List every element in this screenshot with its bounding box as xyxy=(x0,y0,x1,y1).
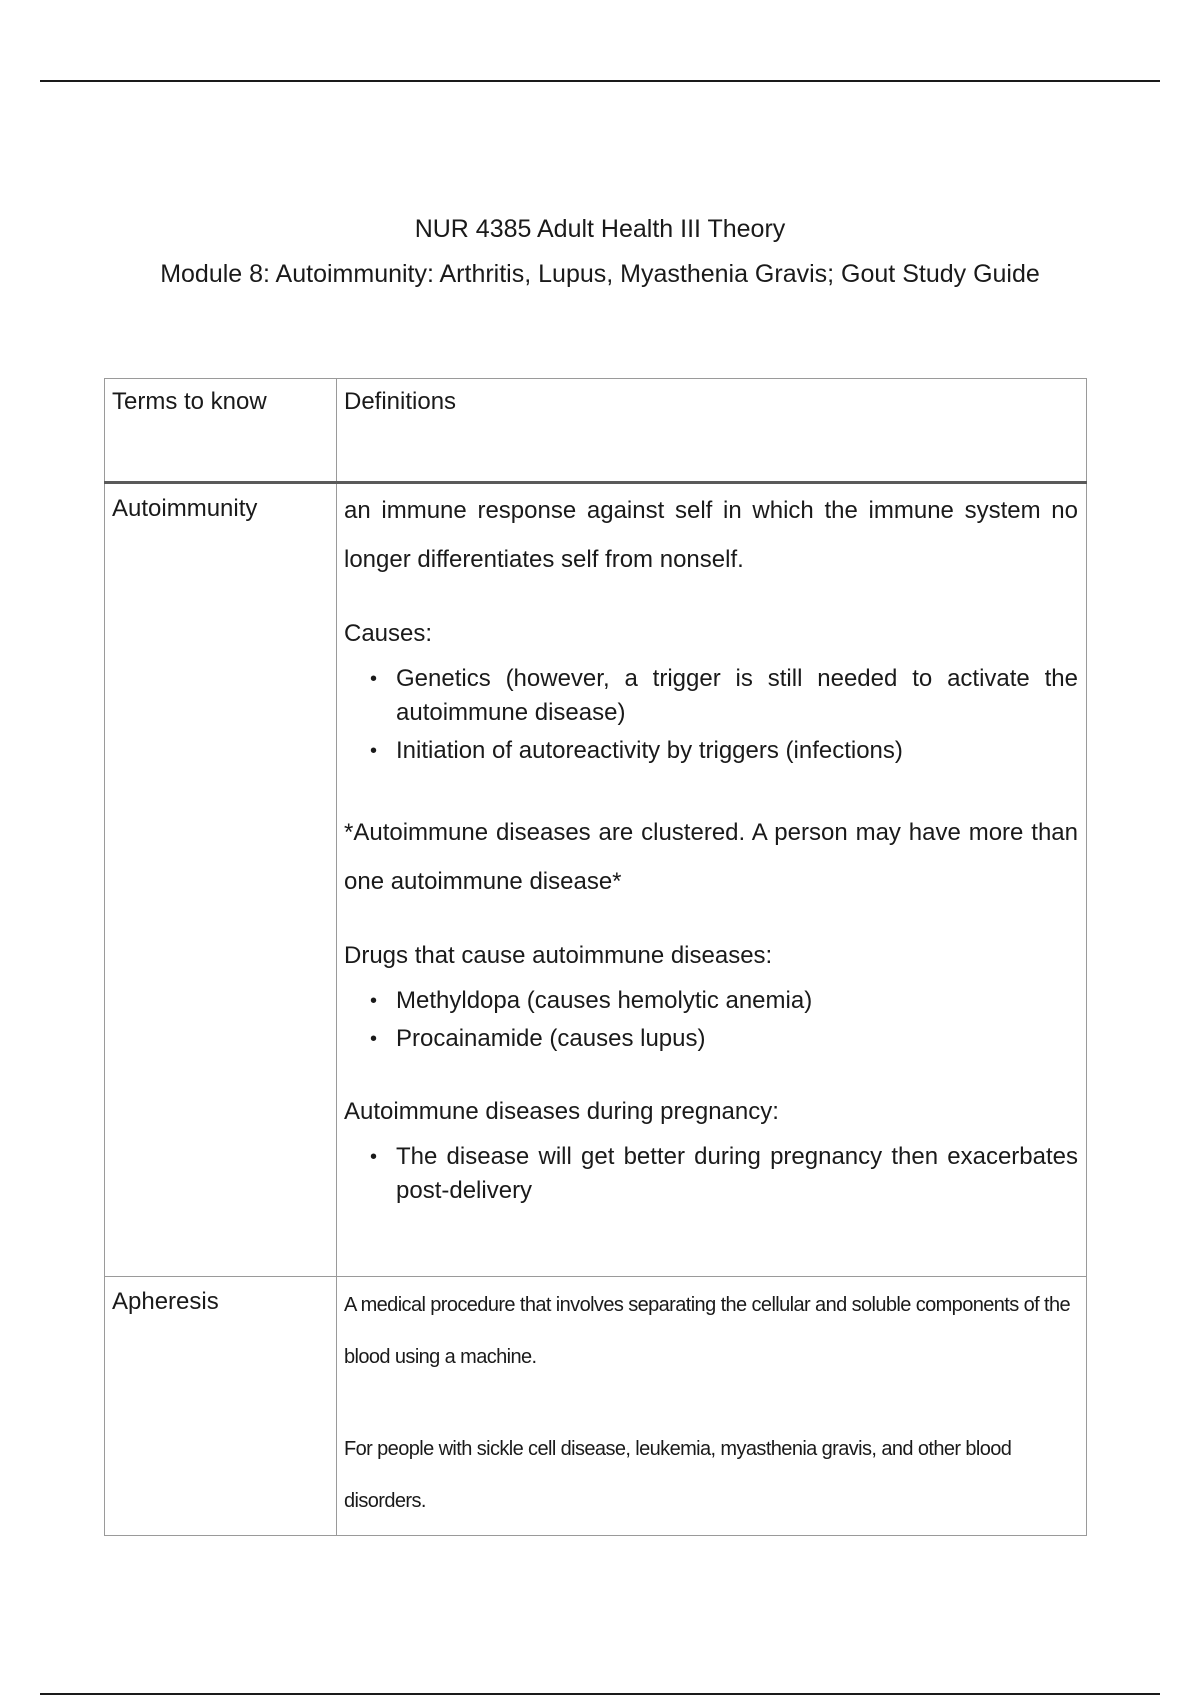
term-cell xyxy=(105,483,337,1277)
terms-table xyxy=(104,378,1087,1536)
list-item: • Methyldopa (causes hemolytic anemia) xyxy=(396,984,1078,1018)
apheresis-definition: A medical procedure that involves separating the cellular and soluble components of the blood using a machine. xyxy=(344,1294,1071,1368)
bullet-icon: • xyxy=(370,740,378,762)
terms-column-header: Terms to know xyxy=(105,379,337,483)
causes-label: Causes: xyxy=(344,620,433,647)
causes-list xyxy=(344,662,1078,768)
drugs-label: Drugs that cause autoimmune diseases: xyxy=(344,942,773,969)
bottom-rule xyxy=(40,1693,1160,1695)
term-cell xyxy=(105,1277,337,1536)
definition-cell xyxy=(337,483,1087,1277)
cluster-note: *Autoimmune diseases are clustered. A person may have more than one autoimmune disease* xyxy=(344,819,1078,895)
list-item: • Initiation of autoreactivity by triggers (infections) xyxy=(396,734,1078,768)
table-header-row xyxy=(105,379,1087,483)
list-item: • Genetics (however, a trigger is still needed to activate the autoimmune disease) xyxy=(396,662,1078,730)
module-title: Module 8: Autoimmunity: Arthritis, Lupus, Myasthenia Gravis; Gout Study Guide xyxy=(160,260,1040,288)
definition-cell xyxy=(337,1277,1087,1536)
top-rule xyxy=(40,80,1160,82)
bullet-icon: • xyxy=(370,668,378,690)
table-row xyxy=(105,1277,1087,1536)
pregnancy-label: Autoimmune diseases during pregnancy: xyxy=(344,1098,779,1125)
list-item: • Procainamide (causes lupus) xyxy=(396,1022,1078,1056)
drugs-list xyxy=(344,984,1078,1056)
term-autoimmunity: Autoimmunity xyxy=(112,495,258,522)
term-apheresis: Apheresis xyxy=(112,1288,219,1315)
bullet-icon: • xyxy=(370,1028,378,1050)
table-row xyxy=(105,483,1087,1277)
list-item: • The disease will get better during pregnancy then exacerbates post-delivery xyxy=(396,1140,1078,1208)
pregnancy-list xyxy=(344,1140,1078,1208)
course-title: NUR 4385 Adult Health III Theory xyxy=(414,215,786,243)
definitions-column-header: Definitions xyxy=(337,379,1087,483)
bullet-icon: • xyxy=(370,990,378,1012)
bullet-icon: • xyxy=(370,1146,378,1168)
apheresis-usage: For people with sickle cell disease, leukemia, myasthenia gravis, and other blood disorders. xyxy=(344,1438,1012,1512)
autoimmunity-definition: an immune response against self in which the immune system no longer differentiates self from nonself. xyxy=(344,497,1078,573)
